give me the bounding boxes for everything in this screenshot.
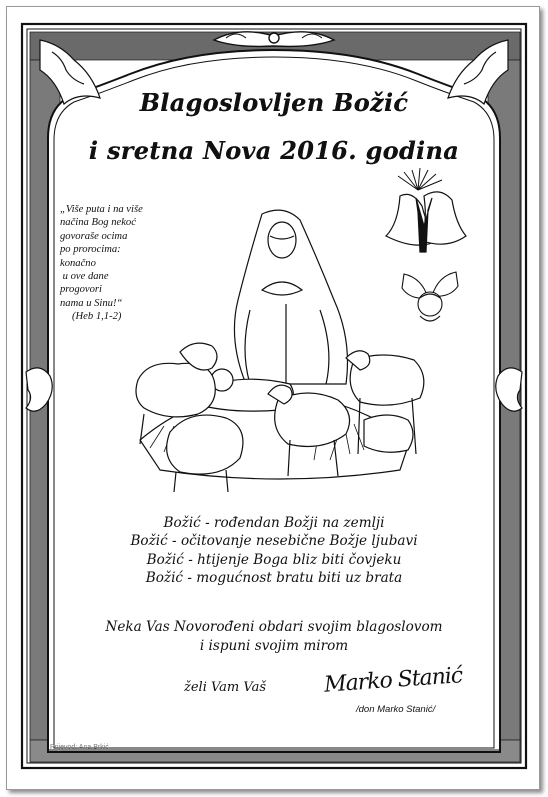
greeting-text: želi Vam Vaš — [184, 680, 267, 695]
signature: Marko Stanić — [323, 663, 464, 698]
quote-line: u ove dane — [60, 271, 109, 283]
quote-line: nama u Sinu!“ — [60, 297, 123, 309]
quote-line: načina Bog nekoć — [60, 217, 136, 229]
quote-line: govoraše ocima — [60, 230, 128, 242]
blessing-line: Neka Vas Novorođeni obdari svojim blagoslovom — [105, 619, 443, 635]
quote-line: progovori — [60, 284, 102, 296]
signer-name: /don Marko Stanić/ — [356, 704, 436, 715]
quote-line: konačno — [60, 257, 96, 269]
footer-mark: Prijevod: Ana Brkić — [50, 744, 109, 751]
blessing-text — [0, 618, 548, 656]
quote-line: „Više puta i na više — [60, 204, 143, 215]
christmas-lines — [0, 514, 548, 588]
card-title-line1: Blagoslovljen Božić — [139, 88, 409, 117]
quote-reference: (Heb 1,1-2) — [72, 311, 122, 323]
christmas-line: Božić - rođendan Božji na zemlji — [163, 515, 385, 531]
christmas-line: Božić - očitovanje nesebične Božje ljubavi — [130, 533, 418, 550]
top-ornament-icon — [214, 32, 334, 47]
card-title-line2: i sretna Nova 2016. godina — [88, 136, 460, 165]
christmas-line: Božić - htijenje Boga bliz biti čovjeku — [146, 551, 402, 568]
scripture-quote — [60, 203, 170, 324]
quote-line: po prorocima: — [60, 244, 121, 256]
christmas-line: Božić - mogućnost bratu biti uz brata — [145, 570, 403, 587]
blessing-line: i ispuni svojim mirom — [199, 638, 349, 654]
